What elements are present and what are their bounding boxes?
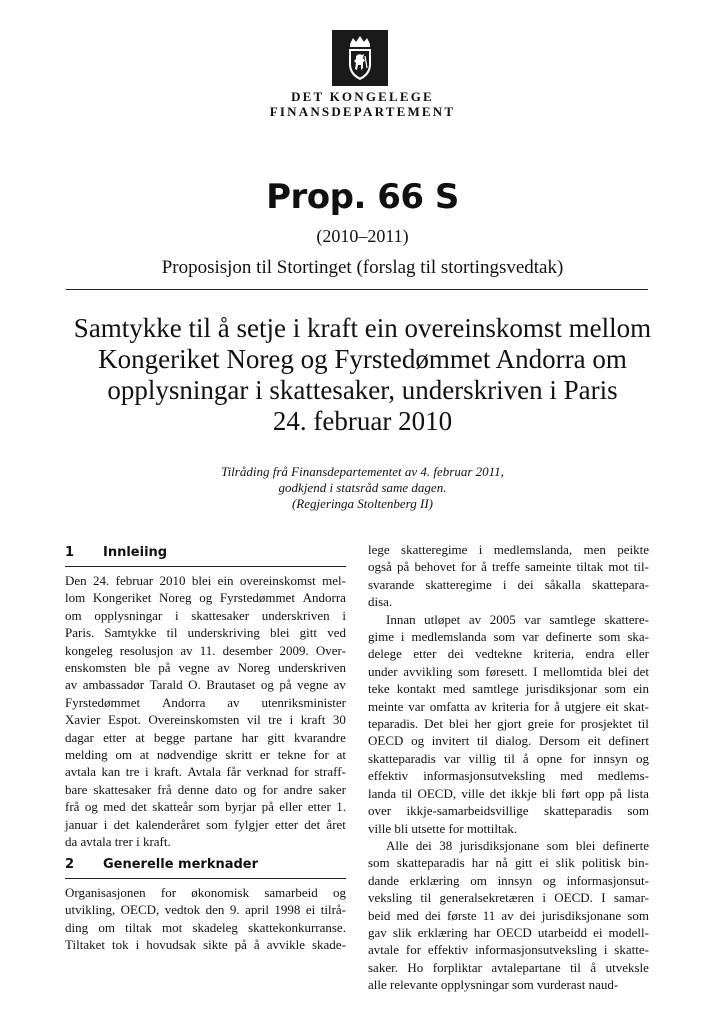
session-years: (2010–2011) — [316, 226, 409, 246]
text-line: over ikkje-samarbeidsvillige skatteparadis som — [368, 803, 649, 819]
title-divider — [66, 289, 648, 290]
text-line: alle relevante opplysningar som vurderast naud- — [368, 977, 619, 993]
text-line: teparadis. Det blei her gjort greie for prosjektet til — [368, 716, 649, 732]
text-line: beid med dei første 11 av dei jurisdiksjonane som — [368, 907, 649, 923]
text-line: Tiltaket tok i hovudsak sikte på å avvikle skade- — [65, 937, 346, 953]
text-line: bare skattesaker frå denne dato og for andre saker — [65, 781, 346, 797]
department-name-line1: DET KONGELEGE — [291, 89, 434, 104]
section-number: 1 — [65, 545, 75, 560]
text-line: landa til OECD, ville det ikkje bli ført opp på lista — [368, 785, 649, 801]
text-line: Paris. Samtykke til underskriving blei gitt ved — [65, 625, 346, 641]
text-line: dagar etter at begge partane har gitt kvarandre — [65, 729, 346, 745]
text-line: ville bli utsette for mottiltak. — [368, 820, 518, 836]
section-number: 2 — [65, 857, 75, 872]
department-name-line2: FINANSDEPARTEMENT — [269, 104, 456, 119]
text-line: meinte var omfatta av kriteria for å utgjere eit skat- — [368, 698, 649, 714]
text-line: Fyrstedømmet Andorra av utenriksminister — [65, 694, 346, 710]
text-line: gime i medlemslanda som var definerte som ska- — [368, 629, 649, 645]
document-title-line: 24. februar 2010 — [272, 406, 453, 436]
section-title: Generelle merknader — [103, 857, 259, 872]
approval-note-line: godkjend i statsråd same dagen. — [278, 480, 447, 495]
text-line: saker. Ho forpliktar avtalepartane til å utveksle — [368, 959, 649, 975]
text-line: av ambassadør Tarald O. Brautaset og på vegne av — [65, 677, 346, 693]
coat-of-arms-icon — [332, 30, 388, 86]
text-line: dande erklæring om innsyn og informasjonsut- — [368, 872, 649, 888]
text-line: Xavier Espot. Overeinskomsten vil tre i kraft 30 — [65, 712, 346, 728]
text-line: frå og med det skatteår som byrjar på eller etter 1. — [65, 799, 346, 815]
text-line: som skatteparadis har nå gitt ei slik politisk bin- — [368, 855, 649, 871]
text-line: avtale for effektiv informasjonsutveksling i skatte- — [368, 942, 649, 958]
section-heading-2 — [65, 857, 346, 872]
section-heading-rule — [65, 878, 346, 879]
approval-note-line: Tilråding frå Finansdepartementet av 4. februar 2011, — [221, 464, 504, 479]
proposition-number: Prop. 66 S — [266, 177, 459, 217]
text-line: enskomsten ble på vegne av Noreg underskriven — [65, 660, 346, 676]
text-line: avtala kan tre i kraft. Avtala får verknad for straff- — [65, 764, 346, 780]
text-line: skatteparadis var villig til å opne for innsyn og — [368, 750, 649, 766]
text-line: Den 24. februar 2010 blei ein overeinskomst mel- — [65, 573, 346, 588]
text-line: under avvikling som føresett. I mellomtida blei det — [368, 663, 649, 679]
text-line: OECD og invitert til dialog. Dersom eit definert — [368, 733, 649, 749]
text-line: utvikling, OECD, vedtok den 9. april 1998 ei tilrå- — [65, 902, 346, 918]
document-title-line: Kongeriket Noreg og Fyrstedømmet Andorra om — [98, 344, 627, 374]
text-line: effektiv informasjonsutveksling med medlems- — [368, 768, 649, 784]
section-title: Innleiing — [103, 545, 168, 560]
text-line: Alle dei 38 jurisdiksjonane som blei definerte — [386, 837, 649, 853]
text-line: kongeleg resolusjon av 11. desember 2009. Over- — [65, 642, 346, 658]
text-line: da avtala trer i kraft. — [65, 834, 171, 850]
text-line: svarande skatteregime i dei såkalla skattepara- — [368, 576, 649, 592]
text-line: lom Kongeriket Noreg og Fyrstedømmet Andorra — [65, 590, 346, 606]
section-heading-1 — [65, 545, 346, 560]
right-column-body — [368, 541, 649, 994]
approval-note — [0, 464, 725, 512]
text-line: om opplysningar i skattesaker underskriven i — [65, 607, 346, 623]
document-title-line: opplysningar i skattesaker, underskriven i Paris — [107, 375, 618, 405]
text-line: januar i det kalenderåret som fylgjer etter det året — [65, 816, 346, 832]
text-line: lege skatteregime i medlemslanda, men peikte — [368, 542, 649, 557]
text-line: delege etter dei vedtekne kriteria, endra eller — [368, 646, 649, 662]
section-2-body — [65, 884, 346, 954]
text-line: Organisasjonen for økonomisk samarbeid og — [65, 885, 346, 900]
document-title-line: Samtykke til å setje i kraft ein overeinskomst mellom — [73, 313, 652, 343]
section-heading-rule — [65, 566, 346, 567]
approval-note-line: (Regjeringa Stoltenberg II) — [291, 496, 434, 511]
text-line: Innan utløpet av 2005 var samtlege skattere- — [386, 611, 649, 627]
section-1-body — [65, 572, 346, 851]
text-line: veksling til generalsekretæren i OECD. I samar- — [368, 890, 649, 906]
text-line: melding om at nødvendige skritt er tekne for at — [65, 747, 346, 763]
text-line: teke kontakt med samtlege jurisdiksjonar som ein — [368, 681, 649, 697]
text-line: gav slik erklæring har OECD utarbeidd ei modell- — [368, 924, 649, 940]
document-title — [40, 313, 685, 437]
text-line: ding om tiltak mot skadeleg skattekonkurranse. — [65, 919, 346, 935]
proposition-subtitle: Proposisjon til Stortinget (forslag til stortingsvedtak) — [161, 257, 564, 278]
text-line: også på behovet for å treffe sameinte tiltak mot til- — [368, 559, 649, 575]
text-line: disa. — [368, 594, 393, 610]
